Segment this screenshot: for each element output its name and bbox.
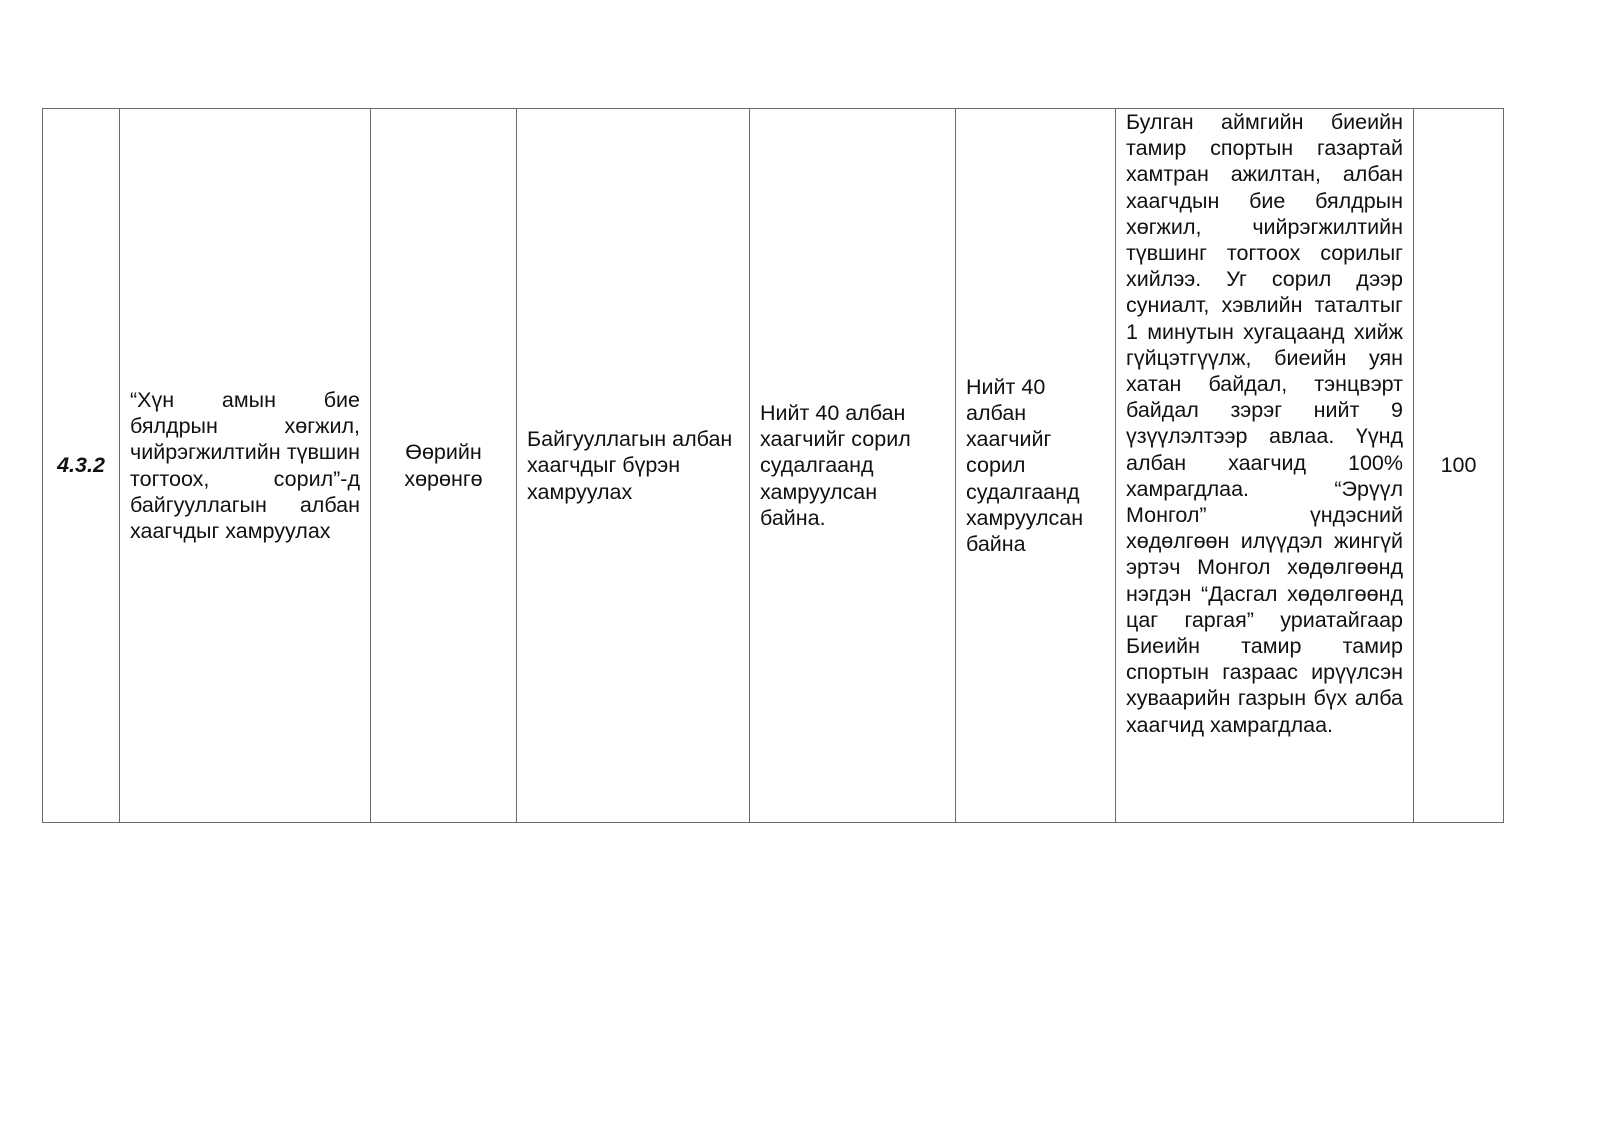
objective-cell: Байгууллагын албан хаагчдыг бүрэн хамруулах [517,109,750,823]
funding-cell: Өөрийн хөрөнгө [371,109,517,823]
target-cell: Нийт 40 албан хаагчийг сорил судалгаанд хамруулсан байна. [750,109,956,823]
activity-cell: “Хүн амын бие бялдрын хөгжил, чийрэгжилтийн түвшин тогтоох, сорил”-д байгууллагын албан хаагчдыг хамруулах [120,109,371,823]
report-table [42,108,1504,823]
row-number: 4.3.2 [43,109,120,823]
description-text: Булган аймгийн биеийн тамир спортын газартай хамтран ажилтан, албан хаагчдын бие бялдрын хөгжил, чийрэгжилтийн түвшинг тогтоох сорилыг хийлээ. Уг сорил дээр суниалт, хэвлийн таталтыг 1 минутын хугацаанд хийж гүйцэтгүүлж, биеийн уян хатан байдал, тэнцвэрт байдал зэрэг нийт 9 үзүүлэлтээр авлаа. Үүнд албан хаагчид 100% хамрагдлаа. “Эрүүл Монгол” үндэсний хөдөлгөөн илүүдэл жингүй эртэч Монгол хөдөлгөөнд нэгдэн “Дасгал хөдөлгөөнд цаг гаргая” уриатайгаар Биеийн тамир тамир спортын газраас ирүүлсэн хуваарийн газрын бүх алба хаагчид хамрагдлаа. [1126,110,1403,737]
score-cell: 100 [1414,109,1504,823]
table-row [43,109,1504,823]
description-cell [1116,109,1414,823]
result-cell: Нийт 40 албан хаагчийг сорил судалгаанд хамруулсан байна [956,109,1116,823]
